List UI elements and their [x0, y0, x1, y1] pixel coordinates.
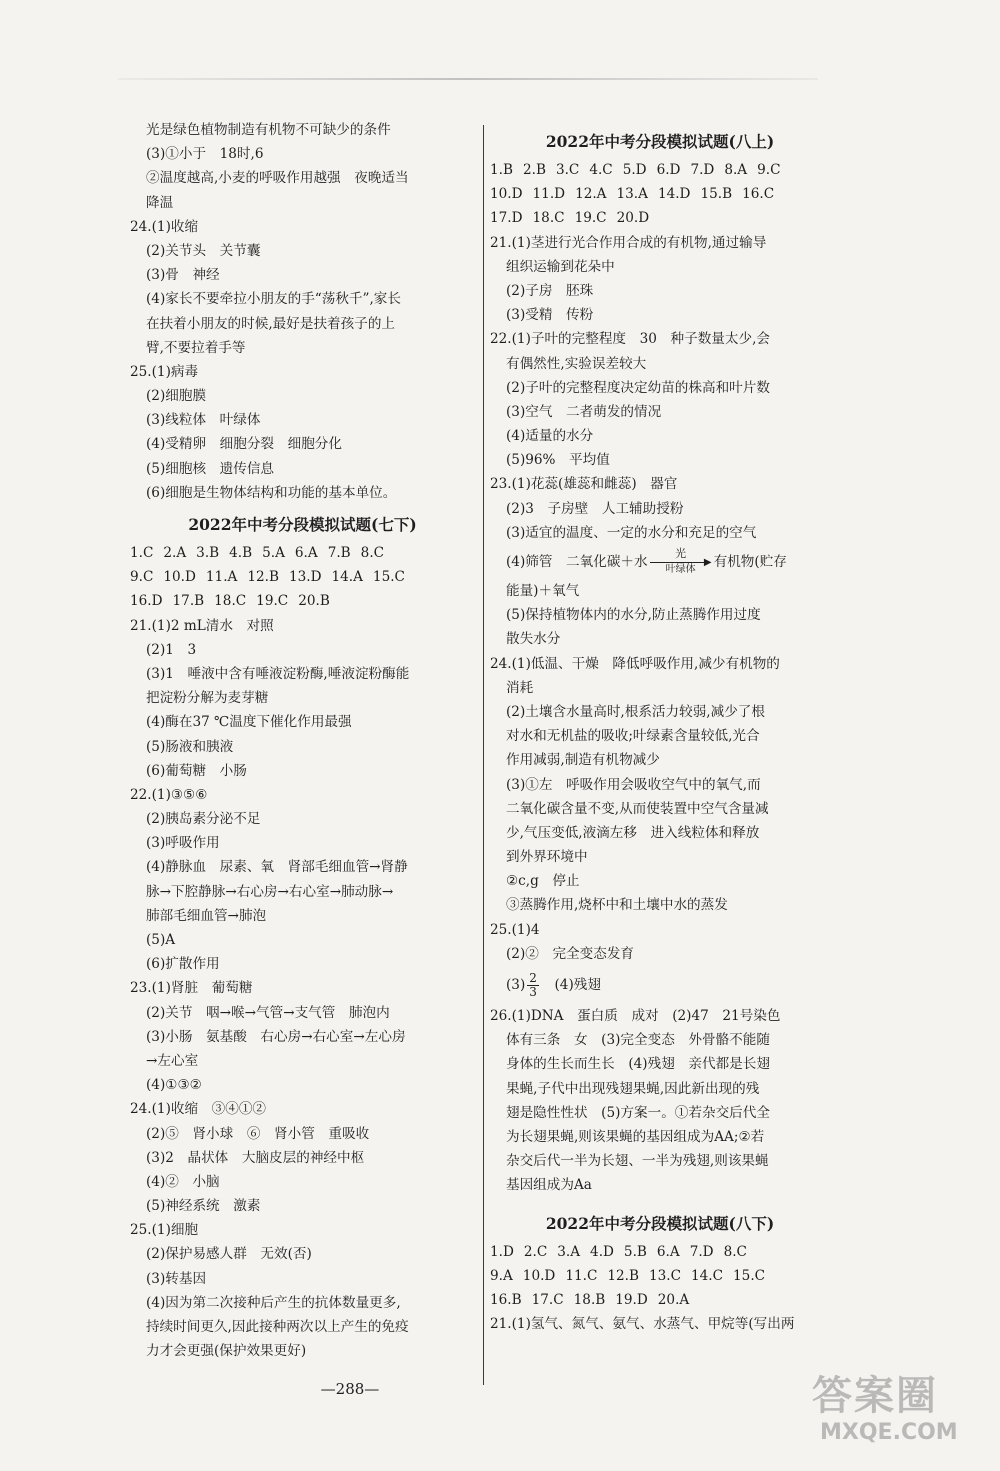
answer-line: (4)①③② [146, 1077, 202, 1094]
fraction-numerator: 2 [529, 971, 537, 985]
mcq-row [490, 1240, 830, 1264]
mcq-answer: 5.B [623, 1243, 647, 1260]
answer-line: 25.(1)4 [490, 921, 540, 938]
mcq-answer: 6.A [656, 1243, 680, 1260]
section-heading: 2022年中考分段模拟试题(八上) [545, 132, 775, 151]
mcq-answer: 10.D [490, 186, 523, 203]
mcq-answer: 3.A [557, 1243, 581, 1260]
mcq-answer: 20.B [298, 593, 330, 610]
mcq-answer: 17.D [490, 210, 523, 227]
answer-line: (2)保护易感人群 无效(否) [146, 1246, 312, 1263]
scan-edge-line [118, 78, 818, 80]
equation-products: 有机物(贮存 [713, 554, 787, 570]
mcq-answer: 8.A [724, 162, 748, 178]
answer-line: 24.(1)收缩 ③④①② [130, 1101, 267, 1118]
mcq-row [130, 541, 475, 565]
mcq-answer: 17.B [172, 593, 205, 610]
mcq-answer: 18.C [214, 593, 247, 610]
fraction-suffix: (4)残翅 [540, 977, 601, 993]
watermark-site: MXQE.COM [820, 1420, 958, 1445]
short-answers [490, 231, 830, 545]
answer-line: 肺部毛细血管→肺泡 [146, 907, 267, 924]
answer-line: 到外界环境中 [506, 849, 588, 866]
reaction-arrow: 光 ▶ 叶绿体 [648, 548, 714, 578]
mcq-answer: 2.B [522, 162, 546, 178]
mcq-answer: 2.A [163, 545, 187, 561]
answer-line: 身体的生长而生长 (4)残翅 亲代都是长翅 [506, 1056, 770, 1073]
mcq-answer: 15.C [733, 1267, 766, 1284]
short-answers [490, 1004, 830, 1198]
mcq-answer: 6.A [294, 545, 318, 561]
arrow-condition-top: 光 [675, 546, 687, 560]
answer-line: (4)受精卵 细胞分裂 细胞分化 [146, 436, 342, 453]
answer-line: 二氧化碳含量不变,从而使装置中空气含量减 [506, 800, 769, 817]
column-divider [483, 125, 484, 1385]
mcq-answer: 17.C [531, 1291, 564, 1308]
answer-line: 脉→下腔静脉→右心房→右心室→肺动脉→ [146, 883, 394, 900]
continued-answers [130, 118, 475, 505]
mcq-answer: 8.C [723, 1243, 747, 1260]
answer-line: 25.(1)细胞 [130, 1222, 199, 1239]
answer-line: 25.(1)病毒 [130, 363, 199, 380]
answer-line: →左心室 [146, 1052, 199, 1069]
mcq-answer: 18.B [573, 1291, 606, 1308]
mcq-answer: 9.C [757, 162, 781, 178]
answer-line: (2)子叶的完整程度决定幼苗的株高和叶片数 [506, 379, 770, 396]
answer-line: (3)骨 神经 [146, 267, 220, 284]
answer-line: ③蒸腾作用,烧杯中和土壤中水的蒸发 [506, 897, 728, 914]
answer-line: (4)酶在37 ℃温度下催化作用最强 [146, 714, 352, 731]
mcq-answer: 4.C [589, 162, 613, 178]
mcq-answer: 12.A [575, 186, 607, 203]
mcq-answer: 1.D [490, 1243, 514, 1260]
answer-line: (3)受精 传粉 [506, 307, 594, 324]
answer-line: 为长翅果蝇,则该果蝇的基因组成为AA;②若 [506, 1128, 765, 1145]
mcq-answer: 10.D [522, 1267, 556, 1284]
answer-line: (5)神经系统 激素 [146, 1198, 261, 1215]
watermark [812, 1372, 990, 1464]
answer-line: (3)①左 呼吸作用会吸收空气中的氧气,而 [506, 776, 761, 793]
mcq-answer: 15.B [700, 186, 733, 203]
mcq-answer: 7.D [689, 1243, 714, 1260]
mcq-row [490, 1264, 830, 1288]
answer-line: 21.(1)氢气、氮气、氨气、水蒸气、甲烷等(写出两 [490, 1316, 795, 1333]
mcq-answer: 7.D [690, 162, 715, 178]
fraction-prefix: (3) [506, 977, 526, 993]
mcq-answer: 13.A [616, 186, 648, 203]
answer-line: (5)肠液和胰液 [146, 738, 234, 755]
answer-line: (6)葡萄糖 小肠 [146, 762, 247, 779]
mcq-answer: 9.C [130, 569, 154, 586]
mcq-answer: 2.C [523, 1243, 548, 1260]
answer-line: (2)胰岛素分泌不足 [146, 811, 261, 828]
answer-line: 24.(1)收缩 [130, 218, 199, 235]
answer-line: (2)1 3 [146, 641, 197, 658]
answer-line: 力才会更强(保护效果更好) [146, 1343, 307, 1360]
mcq-answer: 9.A [490, 1267, 513, 1284]
mcq-answer: 14.D [657, 186, 691, 203]
answer-line: (3)小肠 氨基酸 右心房→右心室→左心房 [146, 1028, 406, 1045]
mcq-answer: 16.C [742, 186, 775, 203]
answer-line: 作用减弱,制造有机物减少 [506, 752, 660, 769]
section-heading: 2022年中考分段模拟试题(七下) [188, 515, 417, 534]
answer-line: 21.(1)2 mL清水 对照 [130, 617, 274, 634]
answer-line: 对水和无机盐的吸收;叶绿素含量较低,光合 [506, 728, 760, 745]
mcq-answer: 16.D [130, 593, 163, 610]
mcq-answer: 14.A [331, 569, 363, 586]
answer-line: 基因组成为Aa [506, 1177, 592, 1194]
answer-line: 果蝇,子代中出现残翅果蝇,因此新出现的残 [506, 1080, 760, 1097]
answer-line: (5)保持植物体内的水分,防止蒸腾作用过度 [506, 607, 761, 624]
answer-line: (2)土壤含水量高时,根系活力较弱,减少了根 [506, 703, 765, 720]
answer-line: (4)因为第二次接种后产生的抗体数量更多, [146, 1294, 401, 1311]
mcq-row [490, 206, 830, 230]
mcq-answer: 19.C [574, 210, 607, 227]
mcq-answer: 18.C [532, 210, 565, 227]
answer-line: 22.(1)③⑤⑥ [130, 786, 208, 803]
mcq-answer: 12.B [247, 569, 279, 586]
answer-line: 24.(1)低温、干燥 降低呼吸作用,减少有机物的 [490, 655, 780, 672]
section-heading: 2022年中考分段模拟试题(八下) [545, 1213, 775, 1233]
fraction [527, 972, 539, 999]
answer-line: (6)扩散作用 [146, 956, 220, 973]
answer-line: 23.(1)肾脏 葡萄糖 [130, 980, 253, 997]
left-column [130, 118, 475, 1363]
mcq-answers [490, 1240, 830, 1313]
answer-line: 21.(1)茎进行光合作用合成的有机物,通过输导 [490, 234, 767, 251]
arrow-condition-bottom: 叶绿体 [665, 563, 696, 575]
answer-line: (3)适宜的温度、一定的水分和充足的空气 [506, 524, 757, 541]
mcq-answer: 1.B [490, 162, 513, 178]
mcq-answer: 8.C [360, 545, 385, 561]
mcq-answer: 4.B [229, 545, 253, 561]
answer-line: 降温 [146, 194, 174, 211]
mcq-answer: 11.A [205, 569, 238, 586]
answer-line: (3)1 唾液中含有唾液淀粉酶,唾液淀粉酶能 [146, 665, 410, 682]
answer-line: (2)关节头 关节囊 [146, 242, 261, 259]
mcq-answer: 20.D [616, 210, 650, 227]
equation-reactants: (4)筛管 二氧化碳＋水 [506, 554, 648, 570]
short-answers [490, 1312, 830, 1336]
mcq-row [490, 1288, 830, 1312]
fraction-answer [490, 966, 830, 1004]
mcq-answer: 5.A [262, 545, 285, 561]
answer-line: (2)子房 胚珠 [506, 282, 594, 299]
mcq-answer: 15.C [372, 569, 405, 586]
answer-line: 光是绿色植物制造有机物不可缺少的条件 [146, 122, 391, 138]
answer-line: (3)①小于 18时,6 [146, 146, 264, 163]
answer-line: 消耗 [506, 679, 534, 696]
mcq-row [130, 565, 475, 589]
mcq-row [490, 158, 830, 182]
mcq-answers [130, 541, 475, 614]
answer-line: 22.(1)子叶的完整程度 30 种子数量太少,会 [490, 331, 770, 348]
mcq-answer: 20.A [657, 1291, 690, 1308]
mcq-answer: 11.D [532, 186, 566, 203]
answer-line: (4)静脉血 尿素、氧 肾部毛细血管→肾静 [146, 859, 408, 876]
mcq-answer: 6.D [656, 162, 681, 178]
answer-line: (5)96% 平均值 [506, 452, 610, 469]
fraction-denominator: 3 [529, 985, 537, 999]
photosynthesis-equation [490, 545, 830, 579]
answer-line: ②c,g 停止 [506, 873, 580, 890]
mcq-answer: 1.C [130, 545, 154, 561]
answer-line: 有偶然性,实验误差较大 [506, 355, 647, 372]
mcq-answer: 3.B [196, 545, 220, 561]
mcq-answer: 13.C [648, 1267, 681, 1284]
mcq-answer: 12.B [607, 1267, 639, 1284]
answer-line: (4)家长不要牵拉小朋友的手“荡秋千”,家长 [146, 291, 401, 308]
mcq-answers [490, 158, 830, 231]
answer-line: 组织运输到花朵中 [506, 258, 615, 275]
answer-line: ②温度越高,小麦的呼吸作用越强 夜晚适当 [146, 170, 409, 187]
answer-line: 体有三条 女 (3)完全变态 外骨骼不能随 [506, 1032, 770, 1049]
mcq-answer: 7.B [327, 545, 351, 561]
watermark-logo: 答案圈 [812, 1373, 938, 1419]
short-answers [130, 614, 475, 1364]
answer-line: 持续时间更久,因此接种两次以上产生的免疫 [146, 1319, 409, 1335]
answer-line: 散失水分 [506, 631, 561, 648]
answer-line: 26.(1)DNA 蛋白质 成对 (2)47 21号染色 [490, 1008, 781, 1024]
answer-line: 翅是隐性性状 (5)方案一。①若杂交后代全 [506, 1104, 770, 1121]
answer-line: (2)② 完全变态发育 [506, 945, 635, 962]
answer-line: (3)线粒体 叶绿体 [146, 412, 261, 429]
mcq-row [130, 589, 475, 613]
answer-line: (6)细胞是生物体结构和功能的基本单位。 [146, 484, 397, 501]
right-column [490, 118, 830, 1336]
answer-line: (2)细胞膜 [146, 388, 207, 405]
answer-line: (3)2 晶状体 大脑皮层的神经中枢 [146, 1149, 365, 1166]
answer-line: 把淀粉分解为麦芽糖 [146, 690, 269, 707]
mcq-answer: 10.D [163, 569, 196, 586]
page-number: —288— [320, 1380, 380, 1398]
mcq-answer: 16.B [490, 1291, 522, 1308]
mcq-row [490, 182, 830, 206]
answer-line: 在扶着小朋友的时候,最好是扶着孩子的上 [146, 315, 396, 332]
answer-line: (3)空气 二者萌发的情况 [506, 403, 662, 420]
mcq-answer: 14.C [691, 1267, 724, 1284]
answer-line: 少,气压变低,液滴左移 进入线粒体和释放 [506, 824, 760, 841]
answer-line: (4)适量的水分 [506, 428, 594, 445]
mcq-answer: 19.D [615, 1291, 648, 1308]
mcq-answer: 19.C [256, 593, 289, 610]
answer-line: (3)转基因 [146, 1270, 207, 1287]
mcq-answer: 13.D [288, 569, 322, 586]
mcq-answer: 5.D [622, 162, 647, 178]
short-answers [490, 579, 830, 966]
mcq-answer: 4.D [590, 1243, 614, 1260]
answer-line: 能量)＋氧气 [506, 583, 580, 599]
mcq-answer: 11.C [565, 1267, 598, 1284]
mcq-answer: 3.C [555, 162, 580, 178]
answer-line: 杂交后代一半为长翅、一半为残翅,则该果蝇 [506, 1153, 769, 1170]
answer-line: (3)呼吸作用 [146, 835, 220, 852]
answer-line: (5)细胞核 遗传信息 [146, 460, 275, 477]
answer-line: (5)A [146, 932, 176, 948]
answer-line: (2)关节 咽→喉→气管→支气管 肺泡内 [146, 1004, 390, 1021]
answer-line: (2)3 子房壁 人工辅助授粉 [506, 500, 684, 517]
answer-line: (2)⑤ 肾小球 ⑥ 肾小管 重吸收 [146, 1125, 370, 1142]
answer-line: 23.(1)花蕊(雄蕊和雌蕊) 器官 [490, 476, 678, 493]
answer-line: 臂,不要拉着手等 [146, 339, 246, 356]
answer-line: (4)② 小脑 [146, 1173, 220, 1190]
